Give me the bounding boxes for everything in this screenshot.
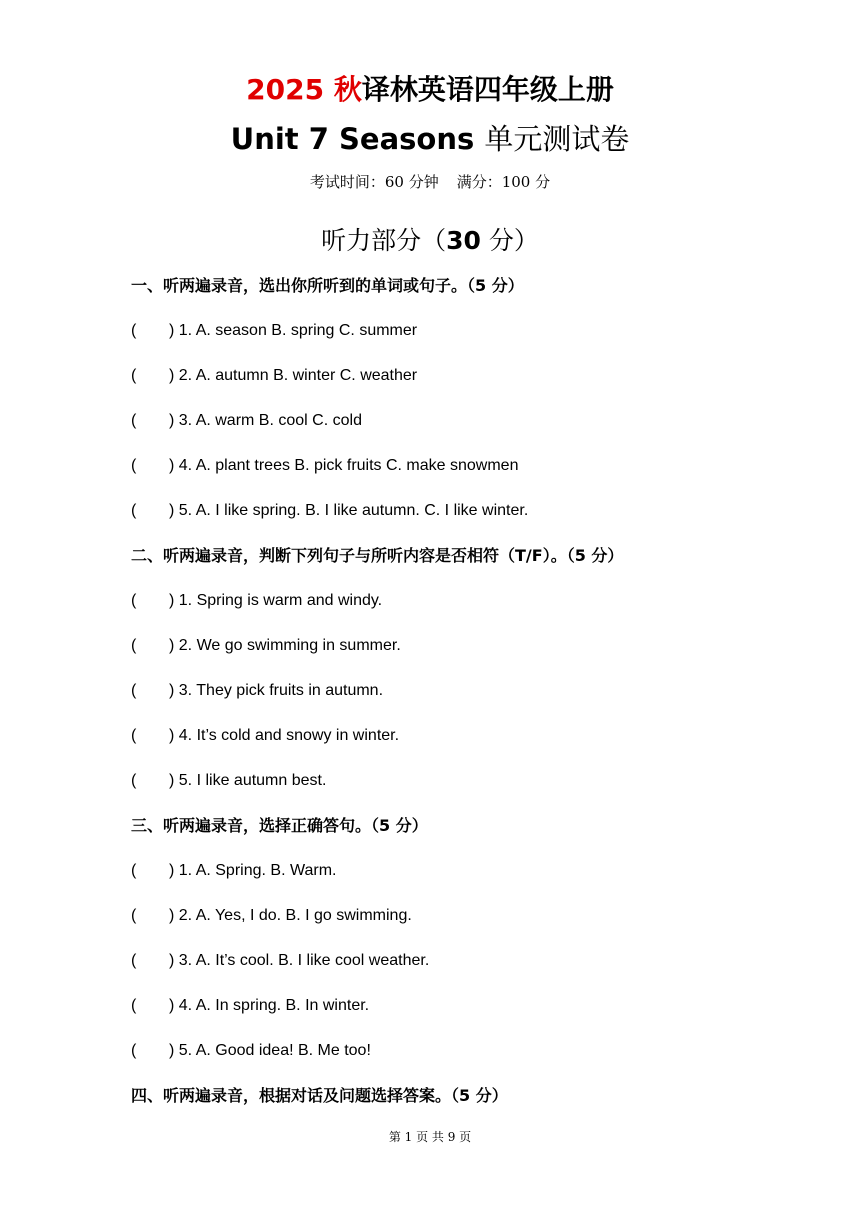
part-title-main: 听力部分（ <box>321 226 447 255</box>
question-item: ( ) 4. It’s cold and snowy in winter. <box>131 724 399 748</box>
question-item: ( ) 1. A. Spring. B. Warm. <box>131 859 336 883</box>
exam-info <box>0 171 860 193</box>
section-heading: 一、听两遍录音，选出你所听到的单词或句子。（5 分） <box>131 276 524 295</box>
question-item: ( ) 2. A. Yes, I do. B. I go swimming. <box>131 904 412 928</box>
exam-time: 考试时间：60 分钟 <box>309 173 439 191</box>
answer-blank[interactable]: ( <box>131 997 137 1014</box>
question-item: ( ) 1. Spring is warm and windy. <box>131 589 382 613</box>
title-year: 2025 秋 <box>246 73 362 106</box>
question-item: ( ) 5. A. I like spring. B. I like autumn. C. I like winter. <box>131 499 528 523</box>
part-title-tail: 分） <box>480 226 539 255</box>
page-footer: 第 1 页 共 9 页 <box>388 1130 472 1144</box>
answer-blank[interactable]: ( <box>131 412 137 429</box>
question-item: ( ) 1. A. season B. spring C. summer <box>131 319 417 343</box>
section-heading: 二、听两遍录音，判断下列句子与所听内容是否相符（T/F）。（5 分） <box>131 546 624 565</box>
question-item: ( ) 4. A. In spring. B. In winter. <box>131 994 369 1018</box>
title-line-2 <box>0 118 860 160</box>
answer-blank[interactable]: ( <box>131 457 137 474</box>
question-item: ( ) 2. We go swimming in summer. <box>131 634 401 658</box>
answer-blank[interactable]: ( <box>131 367 137 384</box>
answer-blank[interactable]: ( <box>131 772 137 789</box>
answer-blank[interactable]: ( <box>131 322 137 339</box>
title-unit-cn: 单元测试卷 <box>484 122 630 156</box>
answer-blank[interactable]: ( <box>131 907 137 924</box>
answer-blank[interactable]: ( <box>131 637 137 654</box>
answer-blank[interactable]: ( <box>131 952 137 969</box>
section-heading: 四、听两遍录音，根据对话及问题选择答案。（5 分） <box>131 1086 508 1105</box>
answer-blank[interactable]: ( <box>131 682 137 699</box>
title-line-1 <box>0 70 860 110</box>
answer-blank[interactable]: ( <box>131 862 137 879</box>
title-book: 译林英语四年级上册 <box>361 73 614 106</box>
question-item: ( ) 3. A. warm B. cool C. cold <box>131 409 362 433</box>
answer-blank[interactable]: ( <box>131 592 137 609</box>
question-item: ( ) 3. They pick fruits in autumn. <box>131 679 383 703</box>
question-item: ( ) 2. A. autumn B. winter C. weather <box>131 364 417 388</box>
exam-score: 满分：100 分 <box>456 173 551 191</box>
answer-blank[interactable]: ( <box>131 727 137 744</box>
question-item: ( ) 4. A. plant trees B. pick fruits C. make snowmen <box>131 454 518 478</box>
section-heading: 三、听两遍录音，选择正确答句。（5 分） <box>131 816 428 835</box>
part-title-score: 30 <box>446 226 481 255</box>
question-item: ( ) 3. A. It’s cool. B. I like cool weather. <box>131 949 429 973</box>
part-title <box>0 222 860 260</box>
question-item: ( ) 5. I like autumn best. <box>131 769 326 793</box>
question-item: ( ) 5. A. Good idea! B. Me too! <box>131 1039 371 1063</box>
title-unit: Unit 7 Seasons <box>230 122 475 156</box>
answer-blank[interactable]: ( <box>131 1042 137 1059</box>
answer-blank[interactable]: ( <box>131 502 137 519</box>
